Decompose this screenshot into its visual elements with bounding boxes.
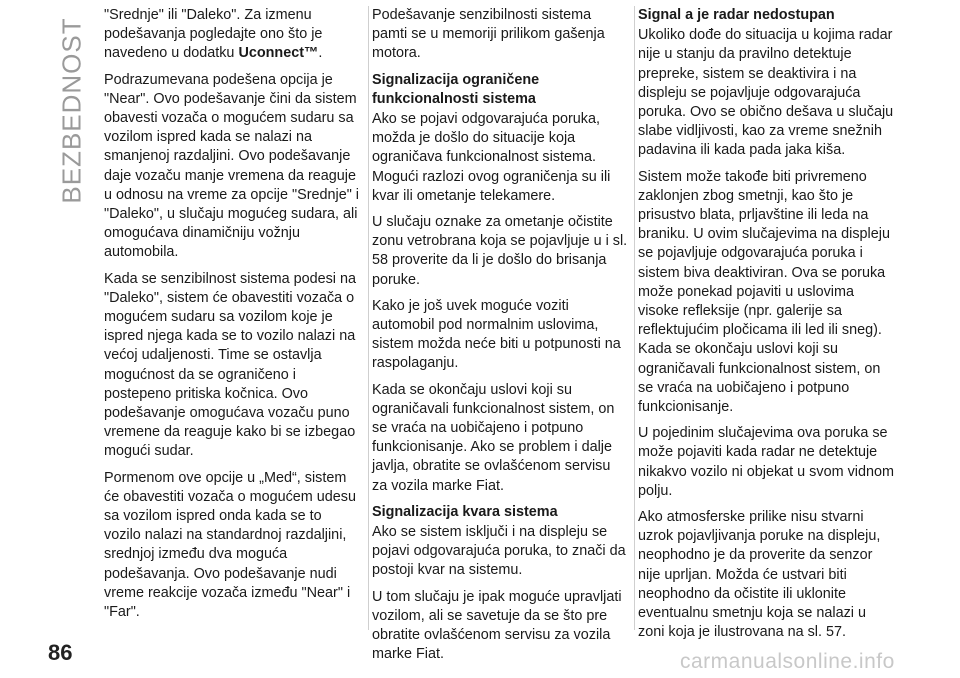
uconnect-brand-text: Uconnect™ — [238, 45, 319, 62]
paragraph: Ako se sistem isključi i na displeju se pojavi odgovarajuća poruka, to znači da postoji kvar na sistemu. — [372, 524, 626, 579]
paragraph-end: . — [318, 45, 323, 62]
paragraph: Kako je još uvek moguće voziti automobil pod normalnim uslovima, sistem možda neće biti u potpunosti na raspolaganju. — [372, 297, 621, 372]
paragraph: Sistem može takođe biti privremeno zaklonjen zbog smetnji, kao što je prisustvo blata, prljavštine ili leda na braniku. U ovim slučajevima na displeju se pojavljuje odgovarajuća poruka i sistem biva deaktiviran. Ova se poruka može ponekad pojaviti u uslovima visoke refleksije (npr. galerije sa reflektujućim pločicama ili led ili sneg). Kada se okončaju uslovi koji su ograničavali funkcionalnost sistem, on se vraća na uobičajeno i potpuno funkcionisanje. — [638, 168, 890, 416]
text-column-left — [104, 6, 362, 629]
section-heading: Signalizacija kvara sistema — [372, 503, 558, 520]
text-column-middle — [368, 6, 629, 663]
text-column-right — [634, 6, 895, 641]
paragraph: U pojedinim slučajevima ova poruka se može pojaviti kada radar ne detektuje nikakvo vozilo ni objekat u svom vidnom polju. — [638, 425, 894, 499]
paragraph: U tom slučaju je ipak moguće upravljati vozilom, ali se savetuje da se što pre obratite ovlašćenom servisu za vozila marke Fiat. — [372, 588, 622, 663]
section-side-label-text: BEZBEDNOST — [56, 16, 87, 204]
paragraph: Pormenom ove opcije u „Med“, sistem će obavestiti vozača o mogućem udesu sa vozilom ispred onda kada se to vozilo nalazi na standardnoj razdaljini, srednjoj između dva moguća podešavanja. Ovo podešavanje nudi vreme reakcije vozača između "Near" i "Far". — [104, 469, 356, 621]
paragraph: Ukoliko dođe do situacija u kojima radar nije u stanju da pravilno detektuje prepreke, sistem se deaktivira i na displeju se pojavljuje odgovarajuća poruka. Ovo se obično dešava u slučaju slabe vidljivosti, kao za vreme snežnih padavina ili kada pada jaka kiša. — [638, 27, 894, 159]
paragraph: Ako atmosferske prilike nisu stvarni uzrok pojavljivanja poruke na displeju, neophodno je da proverite da senzor nije uprljan. Možda će ustvari biti neophodno da očistite ili uklonite eventualnu smetnju koja se nalazi u zoni koja je ilustrovana na sl. 57. — [638, 509, 881, 641]
paragraph: Kada se senzibilnost sistema podesi na "Daleko", sistem će obavestiti vozača o mogućem sudaru sa vozilom koje je ispred njega kada se to vozilo nalazi na većoj udaljenosti. Time se ostavlja mogućnost da se ograničeno i postepeno pritiska kočnica. Ovo podešavanje omogućava vozaču puno vremene da reaguje kako bi se izbegao mogući sudar. — [104, 270, 356, 460]
paragraph: U slučaju oznake za ometanje očistite zonu vetrobrana koja se pojavljuje u i sl. 58 proverite da li je došlo do brisanja poruke. — [372, 214, 628, 288]
section-heading: Signalizacija ograničene funkcionalnosti sistema — [372, 71, 540, 107]
section-side-label — [52, 16, 92, 204]
page-number: 86 — [48, 640, 73, 665]
paragraph: Podrazumevana podešena opcija je "Near". Ovo podešavanje čini da sistem obavesti vozača o mogućem sudaru sa vozilom ispred kada se nalazi na smanjenoj razdaljini. Ovo podešavanje daje vozaču manje vremena da reaguje u odnosu na vreme za opcije "Srednje" i "Daleko", u slučaju mogućeg sudara, ali omogućava dinamičniju vožnju automobila. — [104, 71, 360, 261]
paragraph: Kada se okončaju uslovi koji su ograničavali funkcionalnost sistem, on se vraća na uobičajeno i potpuno funkcionisanje. Ako se problem i dalje javlja, obratite se ovlašćenom servisu za vozila marke Fiat. — [372, 381, 615, 494]
watermark: carmanualsonline.info — [680, 650, 895, 673]
paragraph — [104, 6, 362, 64]
section-heading: Signal a je radar nedostupan — [638, 7, 835, 23]
paragraph: Podešavanje senzibilnosti sistema pamti se u memoriji prilikom gašenja motora. — [372, 7, 605, 62]
paragraph-text: "Srednje" ili "Daleko". Za izmenu podešavanja pogledajte ono što je navedeno u dodatku — [104, 7, 323, 62]
paragraph: Ako se pojavi odgovarajuća poruka, možda je došlo do situacije koja ograničava funkcionalnost sistema. Mogući razlozi ovog ograničenja su ili kvar ili ometanje telekamere. — [372, 111, 611, 204]
